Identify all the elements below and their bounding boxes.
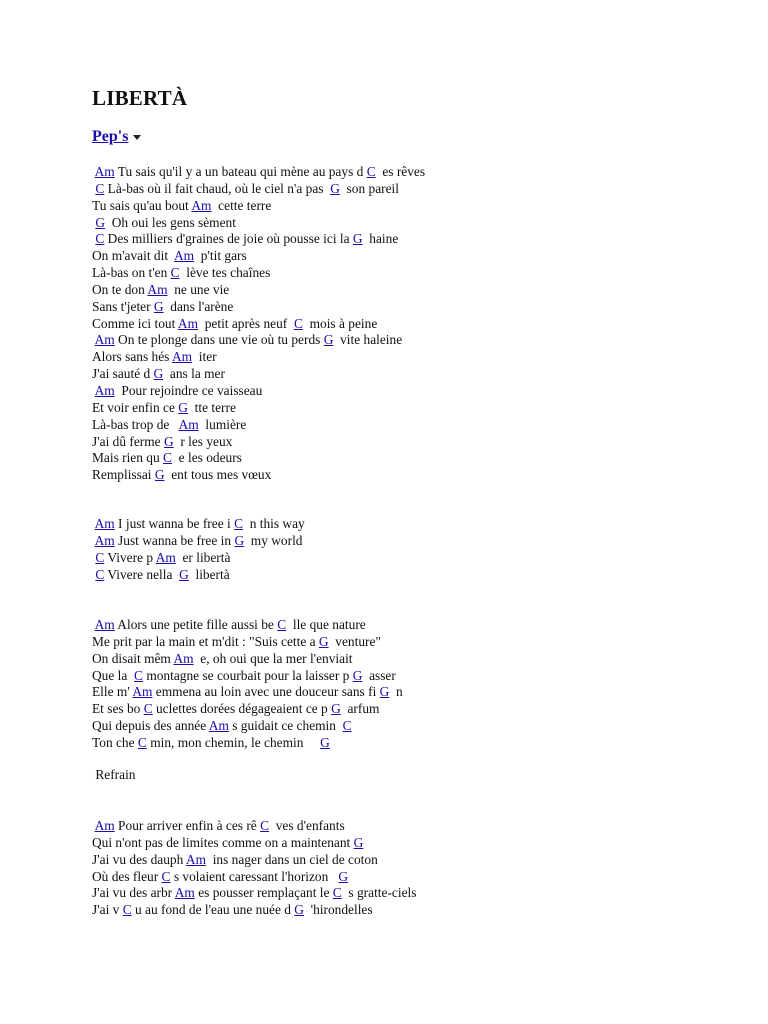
lyric-text: Là-bas où il fait chaud, où le ciel n'a pas — [104, 180, 331, 196]
lyric-text: J'ai v — [92, 902, 123, 918]
lyric-line — [92, 181, 425, 198]
chord-link[interactable]: Am — [155, 549, 176, 565]
lyric-line — [92, 299, 425, 316]
lyric-line — [92, 634, 403, 651]
lyric-text: emmena au loin avec une douceur sans fi — [152, 684, 380, 700]
lyric-text: On m'avait dit — [92, 248, 175, 264]
lyric-text: Où des fleur — [92, 868, 162, 884]
chord-link[interactable]: Am — [147, 281, 168, 297]
lyric-line — [92, 248, 425, 265]
lyric-text: Me prit par la main et m'dit : "Suis cette a — [92, 633, 319, 649]
chord-link[interactable]: G — [178, 399, 188, 415]
lyric-line — [92, 684, 403, 701]
lyric-text: Alors sans hés — [92, 349, 172, 365]
lyric-text: 'hirondelles — [303, 902, 373, 918]
lyric-text: Des milliers d'graines de joie où pousse ici la — [104, 231, 353, 247]
chord-link[interactable]: G — [163, 433, 174, 449]
lyric-text: Là-bas on t'en — [92, 265, 171, 281]
lyric-text: e, oh oui que la mer l'enviait — [193, 650, 353, 666]
lyric-text: Tu sais qu'il y a un bateau qui mène au pays d — [114, 164, 367, 179]
lyric-line — [92, 701, 403, 718]
chord-link[interactable]: G — [379, 684, 390, 700]
chord-link[interactable]: Am — [94, 818, 115, 833]
lyric-text: Qui depuis des année — [92, 718, 209, 734]
chord-link[interactable]: C — [234, 516, 243, 531]
lyric-line — [92, 651, 403, 668]
chord-link[interactable]: G — [352, 231, 363, 247]
lyric-text: cette terre — [211, 197, 272, 213]
lyric-line — [92, 668, 403, 685]
lyric-text: ins nager dans un ciel de coton — [206, 851, 378, 867]
lyric-text: Que la — [92, 667, 135, 683]
lyric-text: e les odeurs — [171, 450, 242, 466]
chord-link[interactable]: G — [294, 902, 304, 918]
chord-link[interactable]: G — [331, 701, 341, 717]
lyric-text: s volaient caressant l'horizon — [170, 868, 339, 884]
lyric-text: libertà — [188, 566, 230, 582]
lyric-text: vite haleine — [333, 332, 403, 348]
lyric-line — [92, 450, 425, 467]
lyric-text: Alors une petite fille aussi be — [114, 617, 278, 632]
chord-link[interactable]: G — [154, 467, 165, 483]
lyric-line — [92, 735, 403, 752]
lyric-text: ne une vie — [167, 281, 230, 297]
chord-link[interactable]: C — [161, 868, 171, 884]
lyric-text: dans l'arène — [163, 298, 234, 314]
lyric-line — [92, 467, 425, 484]
lyric-text: asser — [362, 667, 396, 683]
lyric-text: iter — [192, 349, 217, 365]
lyric-text: tte terre — [187, 399, 236, 415]
stanza — [92, 164, 425, 484]
lyric-text: Sans t'jeter — [92, 298, 154, 314]
chord-link[interactable]: Am — [174, 885, 195, 901]
lyric-text: u au fond de l'eau une nuée d — [131, 902, 295, 918]
stanza — [92, 617, 403, 752]
chord-link[interactable]: C — [163, 450, 172, 466]
lyric-line — [92, 434, 425, 451]
lyric-line — [92, 869, 416, 886]
lyric-line — [92, 282, 425, 299]
lyric-text: On te plonge dans une vie où tu perds — [114, 332, 324, 348]
lyric-line — [92, 902, 416, 919]
lyric-line — [92, 885, 416, 902]
lyric-line — [92, 316, 425, 333]
lyric-line — [92, 215, 425, 232]
lyric-line — [92, 383, 425, 400]
lyric-line — [92, 835, 416, 852]
lyric-text: Pour rejoindre ce vaisseau — [114, 382, 263, 398]
lyric-text: montagne se courbait pour la laisser p — [142, 667, 353, 683]
chord-link[interactable]: G — [330, 180, 340, 196]
lyric-text: er libertà — [175, 549, 231, 565]
lyric-text: Là-bas trop de — [92, 416, 179, 432]
chord-link[interactable]: Am — [171, 349, 193, 365]
chord-link[interactable]: G — [234, 532, 245, 548]
chord-link[interactable]: Am — [94, 532, 115, 548]
lyric-text: On disait mêm — [92, 650, 174, 666]
lyric-text: s gratte-ciels — [341, 885, 417, 901]
chord-link[interactable]: G — [323, 332, 334, 348]
stanza — [92, 516, 305, 583]
chord-link[interactable]: G — [179, 566, 189, 582]
lyric-text: On te don — [92, 281, 148, 297]
lyric-text: ans la mer — [163, 366, 225, 382]
lyric-line — [92, 231, 425, 248]
artist-link[interactable] — [92, 128, 141, 146]
lyric-text: Vivere nella — [104, 566, 180, 582]
lyric-text: Et ses bo — [92, 701, 144, 717]
lyric-text: Comme ici tout — [92, 315, 178, 331]
lyric-text: Qui n'ont pas de limites comme on a maintenant — [92, 834, 354, 850]
chord-link[interactable]: C — [137, 734, 147, 750]
lyric-line — [92, 767, 136, 784]
lyric-text: Just wanna be free in — [114, 532, 235, 548]
chord-link[interactable]: Am — [177, 315, 199, 331]
lyric-text: uclettes dorées dégageaient ce p — [152, 701, 332, 717]
lyric-text: Elle m' — [92, 684, 133, 700]
lyric-text: Pour arriver enfin à ces rê — [114, 818, 261, 833]
chord-link[interactable]: C — [277, 617, 287, 632]
lyric-text: Vivere p — [104, 549, 156, 565]
chord-link[interactable]: C — [95, 566, 105, 582]
lyric-text: n this way — [243, 516, 305, 531]
chord-link[interactable]: C — [342, 718, 352, 734]
lyric-line — [92, 818, 416, 835]
lyric-text: lumière — [198, 416, 247, 432]
lyric-text: Tu sais qu'au bout — [92, 197, 192, 213]
chord-link[interactable]: Am — [94, 516, 115, 531]
lyric-line — [92, 366, 425, 383]
chord-link[interactable]: C — [170, 265, 180, 281]
chord-link[interactable]: Am — [94, 332, 115, 348]
chord-link[interactable]: Am — [94, 382, 115, 398]
lyric-text: s guidait ce chemin — [228, 718, 343, 734]
chord-link[interactable]: Am — [178, 416, 199, 432]
lyric-text: es rêves — [375, 164, 426, 179]
lyric-text: Mais rien qu — [92, 450, 164, 466]
chord-link[interactable]: Am — [191, 197, 212, 213]
lyric-line — [92, 417, 425, 434]
dropdown-arrow-icon[interactable] — [133, 135, 141, 140]
lyric-text: lève tes chaînes — [179, 265, 271, 281]
lyric-line — [92, 400, 425, 417]
lyric-line — [92, 198, 425, 215]
artist-name[interactable]: Pep's — [92, 128, 129, 145]
chord-link[interactable]: C — [366, 164, 376, 179]
chord-link[interactable]: G — [338, 868, 349, 884]
chord-link[interactable]: G — [153, 298, 164, 314]
lyric-line — [92, 533, 305, 550]
lyric-text: J'ai sauté d — [92, 366, 154, 382]
lyric-text: Ton che — [92, 734, 138, 750]
chord-link[interactable]: Am — [94, 617, 115, 632]
lyric-line — [92, 567, 305, 584]
lyric-text: petit après neuf — [198, 315, 294, 331]
lyric-text: Oh oui les gens sèment — [105, 214, 236, 230]
lyric-text: lle que nature — [286, 617, 366, 632]
chord-link[interactable]: Am — [185, 851, 206, 867]
lyric-line — [92, 164, 425, 181]
lyric-text: n — [389, 684, 403, 700]
lyric-line — [92, 617, 403, 634]
chord-link[interactable]: G — [353, 834, 364, 850]
lyric-text: haine — [362, 231, 399, 247]
lyric-text: Refrain — [92, 767, 136, 782]
lyric-text: es pousser remplaçant le — [194, 885, 333, 901]
chord-link[interactable]: G — [95, 214, 106, 230]
chord-link[interactable]: C — [134, 667, 143, 683]
chord-link[interactable]: Am — [132, 684, 153, 700]
lyric-text: arfum — [340, 701, 380, 717]
lyric-text: Et voir enfin ce — [92, 399, 179, 415]
chord-link[interactable]: C — [122, 902, 132, 918]
lyric-text: ves d'enfants — [269, 818, 345, 833]
lyric-text: Remplissai — [92, 467, 155, 483]
lyric-text: r les yeux — [173, 433, 233, 449]
lyric-line — [92, 349, 425, 366]
chord-link[interactable]: C — [95, 549, 105, 565]
chord-link[interactable]: G — [318, 633, 329, 649]
lyric-text: p'tit gars — [194, 248, 247, 264]
lyric-line — [92, 550, 305, 567]
chord-link[interactable]: Am — [94, 164, 115, 179]
chord-link[interactable]: Am — [173, 650, 194, 666]
lyric-text: ent tous mes vœux — [164, 467, 272, 483]
chord-link[interactable]: C — [143, 701, 153, 717]
lyric-text: J'ai vu des dauph — [92, 851, 186, 867]
lyric-line — [92, 265, 425, 282]
chord-link[interactable]: C — [260, 818, 270, 833]
stanza — [92, 767, 136, 784]
lyric-text: J'ai vu des arbr — [92, 885, 175, 901]
chord-link[interactable]: C — [95, 180, 105, 196]
chord-link[interactable]: C — [332, 885, 342, 901]
chord-link[interactable]: Am — [174, 248, 195, 264]
lyric-text: venture" — [328, 633, 381, 649]
chord-link[interactable]: G — [352, 667, 363, 683]
lyric-text: J'ai dû ferme — [92, 433, 164, 449]
lyric-text: min, mon chemin, le chemin — [146, 734, 321, 750]
chord-link[interactable]: Am — [208, 718, 229, 734]
stanza — [92, 818, 416, 919]
chord-link[interactable]: G — [153, 366, 164, 382]
chord-link[interactable]: G — [320, 734, 330, 750]
lyric-line — [92, 516, 305, 533]
lyric-text: son pareil — [339, 180, 399, 196]
lyric-text: mois à peine — [302, 315, 378, 331]
lyric-line — [92, 852, 416, 869]
song-title: LIBERTÀ — [92, 86, 188, 110]
chord-link[interactable]: C — [293, 315, 303, 331]
lyric-text: I just wanna be free i — [114, 516, 235, 531]
chord-link[interactable]: C — [95, 231, 105, 247]
lyric-line — [92, 332, 425, 349]
lyric-line — [92, 718, 403, 735]
lyric-text: my world — [244, 532, 303, 548]
